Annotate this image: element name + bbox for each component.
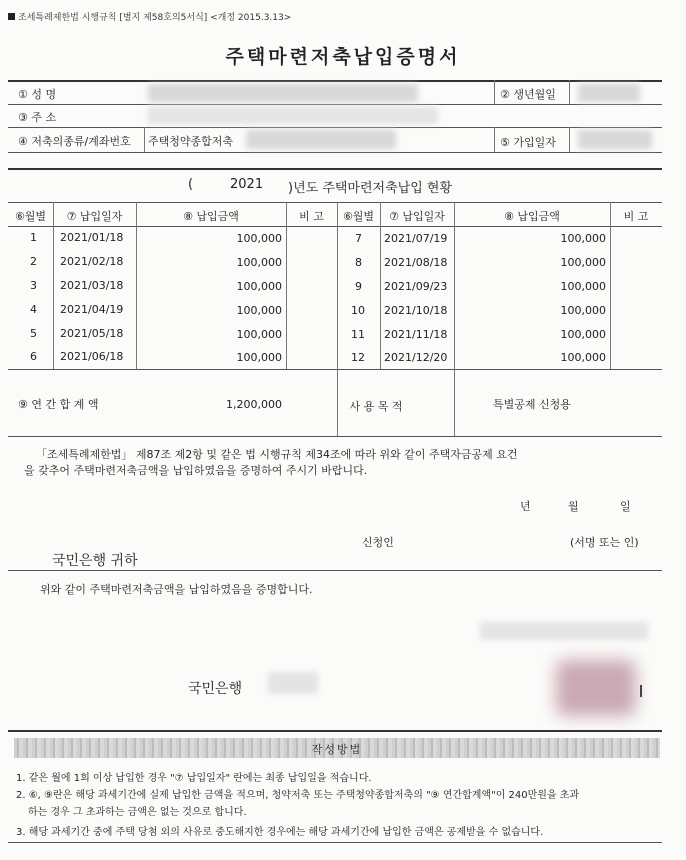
row-date: 2021/06/18 [60, 350, 124, 363]
table-col-divider [610, 202, 611, 369]
row-month: 2 [30, 255, 37, 268]
purpose-label: 사 용 목 적 [349, 400, 403, 413]
status-open-paren: ( [188, 177, 194, 192]
info-table-top-border [8, 80, 662, 82]
row-date: 2021/07/19 [384, 232, 448, 245]
instruction-item-1: 1. 같은 월에 1회 이상 납입한 경우 "⑦ 납입일자" 란에는 최종 납입일을 적습니다. [16, 773, 372, 784]
table-header-bottom-border [8, 226, 662, 227]
row-month: 11 [351, 328, 365, 341]
row-date: 2021/12/20 [384, 351, 448, 364]
row-amount: 100,000 [236, 256, 282, 269]
row-date: 2021/09/23 [384, 280, 448, 293]
row-amount: 100,000 [560, 280, 606, 293]
info-row-divider [8, 127, 662, 128]
row-date: 2021/02/18 [60, 255, 124, 268]
col-header-note: 비 고 [299, 210, 324, 223]
col-header-date: ⑦ 납입일자 [389, 210, 445, 223]
row-amount: 100,000 [236, 328, 282, 341]
instruction-item-2-cont: 하는 경우 그 초과하는 금액은 없는 것으로 합니다. [28, 807, 247, 818]
row-date: 2021/04/19 [60, 303, 124, 316]
annual-total-label: ⑨ 연 간 합 계 액 [18, 398, 99, 411]
row-date: 2021/10/18 [384, 304, 448, 317]
account-label: ④ 저축의종류/계좌번호 [18, 135, 131, 148]
row-date: 2021/01/18 [60, 231, 124, 244]
row-amount: 100,000 [236, 304, 282, 317]
date-month-label: 월 [568, 500, 579, 513]
instructions-title: 작성방법 [311, 743, 363, 756]
row-amount: 100,000 [236, 232, 282, 245]
applicant-label: 신청인 [362, 536, 394, 549]
col-header-month: ⑥월별 [342, 210, 375, 223]
instructions-top-border [8, 730, 662, 732]
col-header-note: 비 고 [623, 210, 649, 223]
row-month: 7 [355, 232, 362, 245]
address-label: ③ 주 소 [18, 111, 57, 124]
row-amount: 100,000 [560, 256, 606, 269]
info-col-divider [144, 127, 145, 152]
redacted-address [148, 107, 438, 124]
row-amount: 100,000 [560, 232, 606, 245]
status-year: 2021 [230, 177, 264, 192]
certify-statement: 위와 같이 주택마련저축금액을 납입하였음을 증명합니다. [40, 583, 313, 596]
col-header-amount: ⑧ 납입금액 [183, 210, 239, 223]
join-date-label: ⑤ 가입일자 [500, 136, 556, 149]
col-header-date: ⑦ 납입일자 [66, 210, 123, 223]
row-month: 1 [30, 231, 37, 244]
redacted-account-number [246, 130, 396, 149]
birth-label: ② 생년월일 [500, 88, 556, 101]
seal-bracket-mark [640, 685, 642, 697]
info-col-divider [494, 80, 495, 104]
redacted-join-date [578, 130, 652, 149]
status-top-border [8, 168, 662, 170]
square-bullet-icon [8, 13, 15, 20]
row-month: 5 [30, 327, 37, 340]
purpose-value: 특별공제 신청용 [493, 398, 571, 411]
row-amount: 100,000 [560, 304, 606, 317]
date-day-label: 일 [620, 500, 631, 513]
info-col-divider [569, 80, 570, 104]
bank-recipient: 국민은행 귀하 [52, 553, 138, 569]
document-title: 주택마련저축납입증명서 [225, 46, 461, 68]
row-month: 6 [30, 350, 37, 363]
info-col-divider [569, 127, 570, 152]
row-amount: 100,000 [236, 280, 282, 293]
table-top-border [8, 202, 662, 203]
table-bottom-border [8, 436, 662, 437]
row-date: 2021/11/18 [384, 328, 448, 341]
issuer-bank: 국민은행 [188, 681, 243, 697]
account-value: 주택청약종합저축 [148, 135, 234, 148]
table-col-divider [53, 202, 54, 369]
row-month: 8 [355, 256, 362, 269]
bank-seal-stamp [556, 660, 636, 716]
redacted-name [148, 84, 418, 102]
row-month: 3 [30, 279, 37, 292]
table-col-divider [380, 202, 381, 369]
table-col-divider [286, 202, 287, 369]
date-year-label: 년 [520, 500, 531, 513]
signature-label: (서명 또는 인) [570, 536, 639, 549]
row-amount: 100,000 [236, 351, 282, 364]
form-header-note: 조세특례제한법 시행규칙 [별지 제58호의5서식] <개정 2015.3.13> [8, 10, 291, 23]
row-date: 2021/05/18 [60, 327, 124, 340]
col-header-month: ⑥월별 [14, 210, 47, 223]
instruction-item-2: 2. ⑥, ⑨란은 해당 과세기간에 실제 납입한 금액을 적으며, 청약저축 또는 주택청약종합저축의 "⑨ 연간합계액"이 240만원을 초과 [16, 790, 580, 801]
row-month: 4 [30, 303, 37, 316]
annual-total-value: 1,200,000 [226, 398, 282, 411]
info-table-bottom-border [8, 152, 662, 153]
instructions-bottom-border [8, 842, 662, 843]
info-row-divider [8, 104, 662, 105]
name-label: ① 성 명 [18, 88, 57, 101]
info-col-divider [494, 127, 495, 152]
table-col-divider [136, 202, 137, 369]
row-amount: 100,000 [560, 351, 606, 364]
table-data-bottom-border [8, 369, 662, 370]
redacted-issue-date [480, 622, 648, 640]
col-header-amount: ⑧ 납입금액 [504, 210, 560, 223]
status-title: )년도 주택마련저축납입 현황 [288, 181, 453, 196]
row-month: 10 [351, 304, 365, 317]
instruction-item-3: 3. 해당 과세기간 중에 주택 당첨 외의 사유로 중도해지한 경우에는 해당 과세기간에 납입한 금액은 공제받을 수 없습니다. [16, 827, 544, 838]
row-date: 2021/08/18 [384, 256, 448, 269]
row-amount: 100,000 [560, 328, 606, 341]
statement-line-1: 「조세특례제한법」 제87조 제2항 및 같은 법 시행규칙 제34조에 따라 위와 같이 주택자금공제 요건 [36, 448, 518, 461]
row-date: 2021/03/18 [60, 279, 124, 292]
statement-line-2: 을 갖추어 주택마련저축금액을 납입하였음을 증명하여 주시기 바랍니다. [24, 464, 368, 477]
row-month: 12 [351, 351, 365, 364]
redacted-birthdate [578, 84, 640, 102]
section-divider [8, 570, 662, 571]
redacted-branch [268, 672, 318, 694]
row-month: 9 [355, 280, 362, 293]
